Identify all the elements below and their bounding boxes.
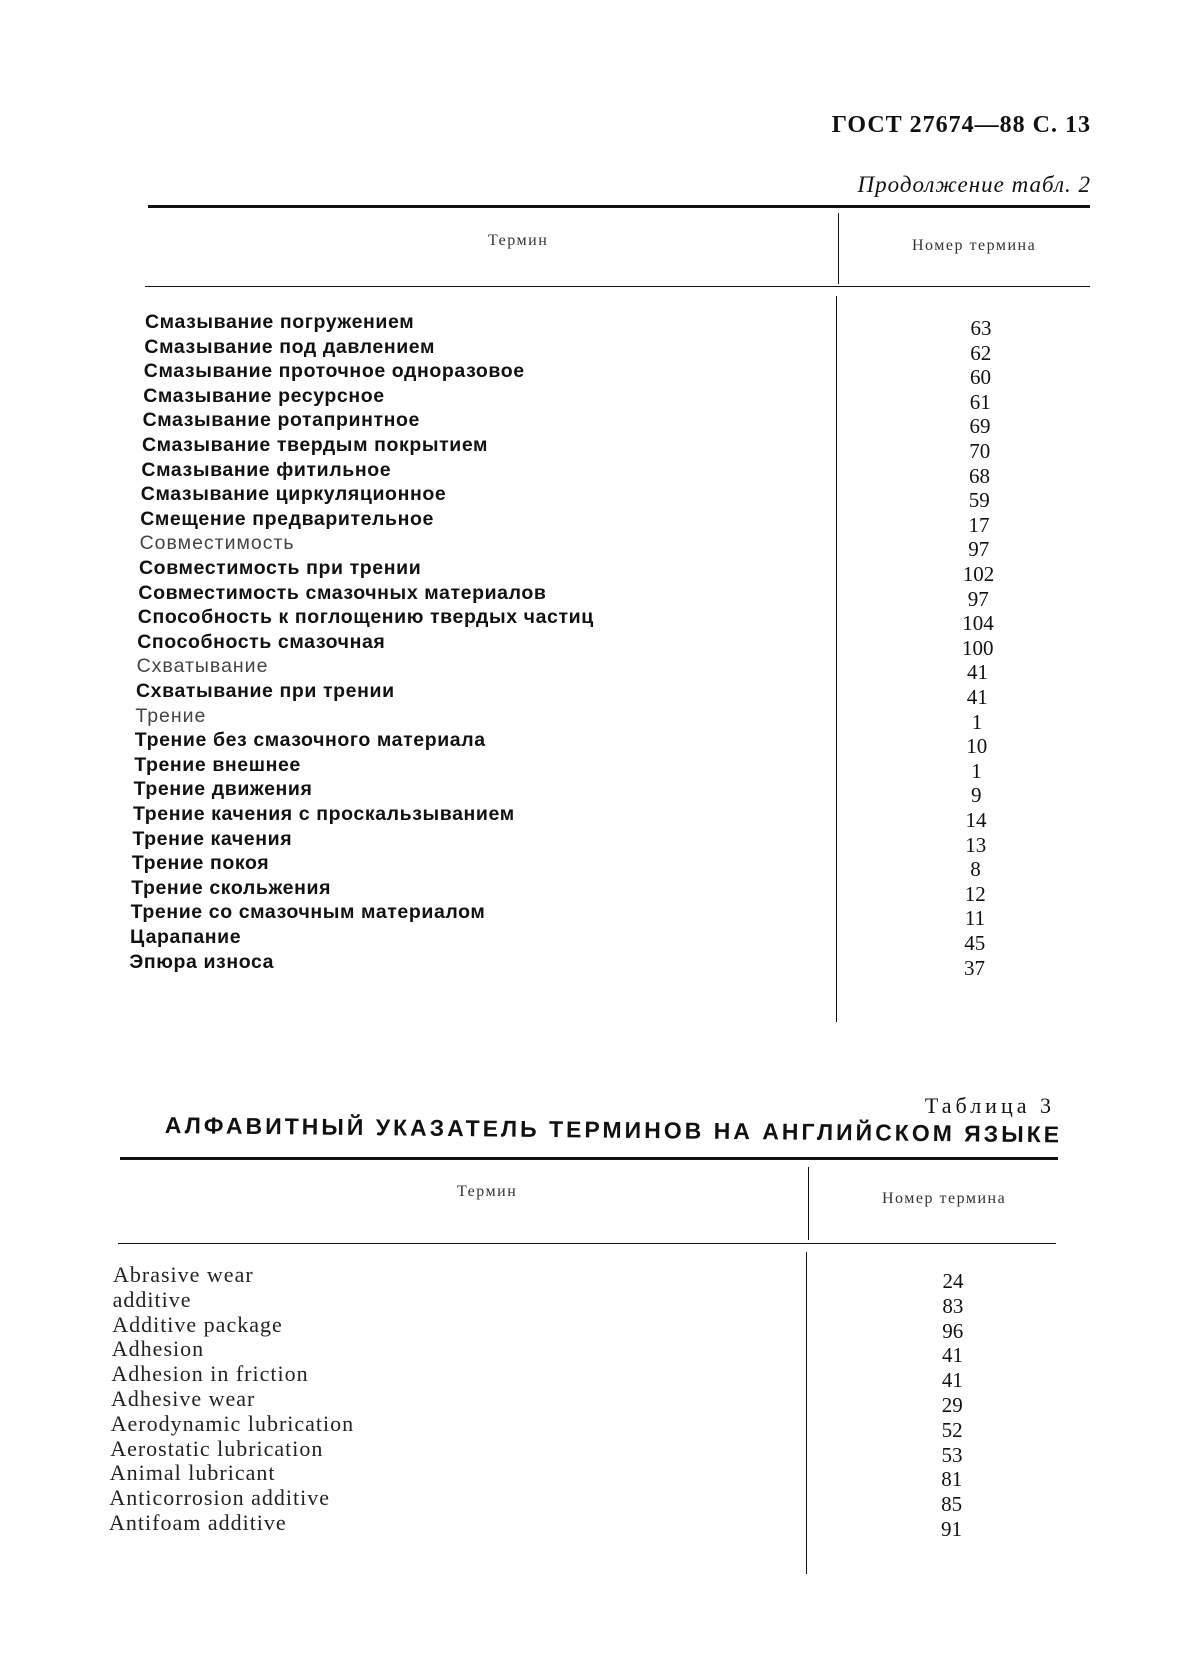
table2-top-rule (148, 205, 1090, 208)
table3-term-number: 83 (942, 1293, 964, 1318)
table3-term: Animal lubricant (109, 1460, 276, 1486)
table3-label: Таблица 3 (924, 1093, 1055, 1118)
table2-term-number: 9 (971, 783, 982, 808)
table3-term: Abrasive wear (113, 1262, 254, 1287)
table2-term-number: 10 (966, 734, 988, 759)
table3-header-number: Номер термина (882, 1190, 1007, 1207)
table3-term-number: 85 (941, 1492, 963, 1517)
table2-term-number: 97 (968, 537, 990, 562)
table3-term-number: 41 (941, 1368, 963, 1393)
table2-term: Трение со смазочным материалом (130, 901, 486, 924)
table2-term-number: 37 (964, 955, 985, 980)
table2-term: Трение скольжения (131, 876, 332, 899)
table2-term-number: 1 (971, 709, 983, 734)
table2-term: Смазывание фитильное (141, 458, 392, 481)
table3-top-rule (120, 1157, 1058, 1160)
table2-term-number: 41 (967, 660, 988, 685)
table2-term: Трение внешнее (134, 753, 301, 776)
table2-column-divider-body (836, 296, 837, 1022)
table3-term-number: 91 (941, 1517, 962, 1541)
table2-term: Эпюра износа (129, 950, 275, 973)
table2-term-number: 63 (970, 316, 992, 340)
table2-term: Смазывание циркуляционное (140, 483, 447, 506)
table2-term-number: 70 (969, 439, 991, 463)
table2-term: Трение движения (133, 778, 313, 801)
table3-term: Aerodynamic lubrication (110, 1410, 355, 1436)
table2-column-divider-head (838, 213, 839, 284)
table3-term-number: 96 (942, 1318, 964, 1343)
table2-term: Способность смазочная (137, 630, 386, 653)
table2-term: Совместимость при трении (139, 557, 422, 579)
table2-header-rule (145, 286, 1090, 287)
table2-term-number: 14 (965, 808, 987, 832)
table2-term: Схватывание при трении (136, 680, 395, 702)
table-continuation-label: Продолжение табл. 2 (857, 172, 1091, 197)
table2-term-number: 59 (968, 488, 990, 513)
table3-term-number: 24 (942, 1269, 964, 1293)
table3-title: АЛФАВИТНЫЙ УКАЗАТЕЛЬ ТЕРМИНОВ НА АНГЛИЙСКОМ ЯЗЫКЕ (164, 1112, 1063, 1148)
page-header-standard: ГОСТ 27674—88 С. 13 (831, 112, 1091, 138)
table2-term-number: 104 (962, 611, 994, 636)
table2-term: Смазывание погружением (145, 311, 415, 333)
table3-term: Adhesion (111, 1336, 205, 1362)
table2-term-number: 62 (970, 340, 992, 365)
table3-header-rule (118, 1243, 1056, 1244)
table2-term: Трение без смазочного материала (134, 729, 486, 752)
table3-term: additive (112, 1286, 192, 1312)
table2-header-number: Номер термина (912, 237, 1037, 254)
table3-term: Antifoam additive (109, 1510, 287, 1535)
table2-term-number: 102 (962, 562, 995, 586)
table2-term: Смещение предварительное (140, 507, 434, 530)
table2-term: Совместимость (139, 532, 295, 555)
table3-term-number: 52 (941, 1417, 963, 1442)
table2-term: Смазывание ротапринтное (142, 409, 420, 432)
table2-term-number: 97 (967, 586, 989, 611)
table2-term-number: 61 (969, 389, 991, 414)
table3-term-number: 41 (942, 1343, 964, 1368)
table3-term-number: 29 (941, 1393, 963, 1417)
table2-term: Смазывание под давлением (144, 335, 436, 358)
table2-term: Царапание (130, 926, 242, 948)
table2-term-number: 69 (969, 414, 991, 439)
table2-term: Трение качения (132, 827, 293, 850)
table2-header-term: Термин (488, 232, 549, 249)
table2-term: Трение (135, 704, 207, 727)
table3-column-divider-head (808, 1167, 809, 1240)
table3-term-number: 81 (941, 1467, 963, 1492)
table2-term-number: 1 (971, 758, 982, 783)
table2-term: Способность к поглощению твердых частиц (137, 606, 594, 629)
table2-term: Совместимость смазочных материалов (138, 581, 547, 604)
table2-term: Трение покоя (131, 852, 270, 875)
table2-term: Схватывание (136, 655, 269, 678)
table3-column-divider-body (806, 1252, 807, 1574)
table2-term-number: 100 (962, 635, 994, 660)
table2-term: Смазывание твердым покрытием (142, 434, 489, 456)
table2-term-number: 41 (966, 685, 988, 709)
table2-term-number: 17 (968, 512, 990, 537)
table3-header-term: Термин (457, 1183, 518, 1200)
table2-term-number: 45 (964, 931, 986, 955)
table2-term: Трение качения с проскальзыванием (133, 803, 515, 825)
table2-term-number: 13 (965, 832, 987, 857)
table3-term: Aerostatic lubrication (110, 1435, 324, 1461)
table3-term: Adhesion in friction (111, 1361, 309, 1387)
table3-term: Adhesive wear (111, 1386, 256, 1411)
table2-term-number: 60 (970, 365, 991, 390)
table2-term: Смазывание ресурсное (143, 384, 385, 407)
table3-term: Additive package (112, 1311, 283, 1337)
table2-term-number: 68 (969, 463, 990, 488)
table3-term-number: 53 (941, 1442, 963, 1467)
table3-term: Anticorrosion additive (109, 1485, 330, 1511)
table2-term-number: 8 (970, 857, 981, 882)
table2-term-number: 12 (964, 881, 986, 906)
table2-term-number: 11 (964, 906, 986, 931)
table2-term: Смазывание проточное одноразовое (143, 360, 525, 383)
